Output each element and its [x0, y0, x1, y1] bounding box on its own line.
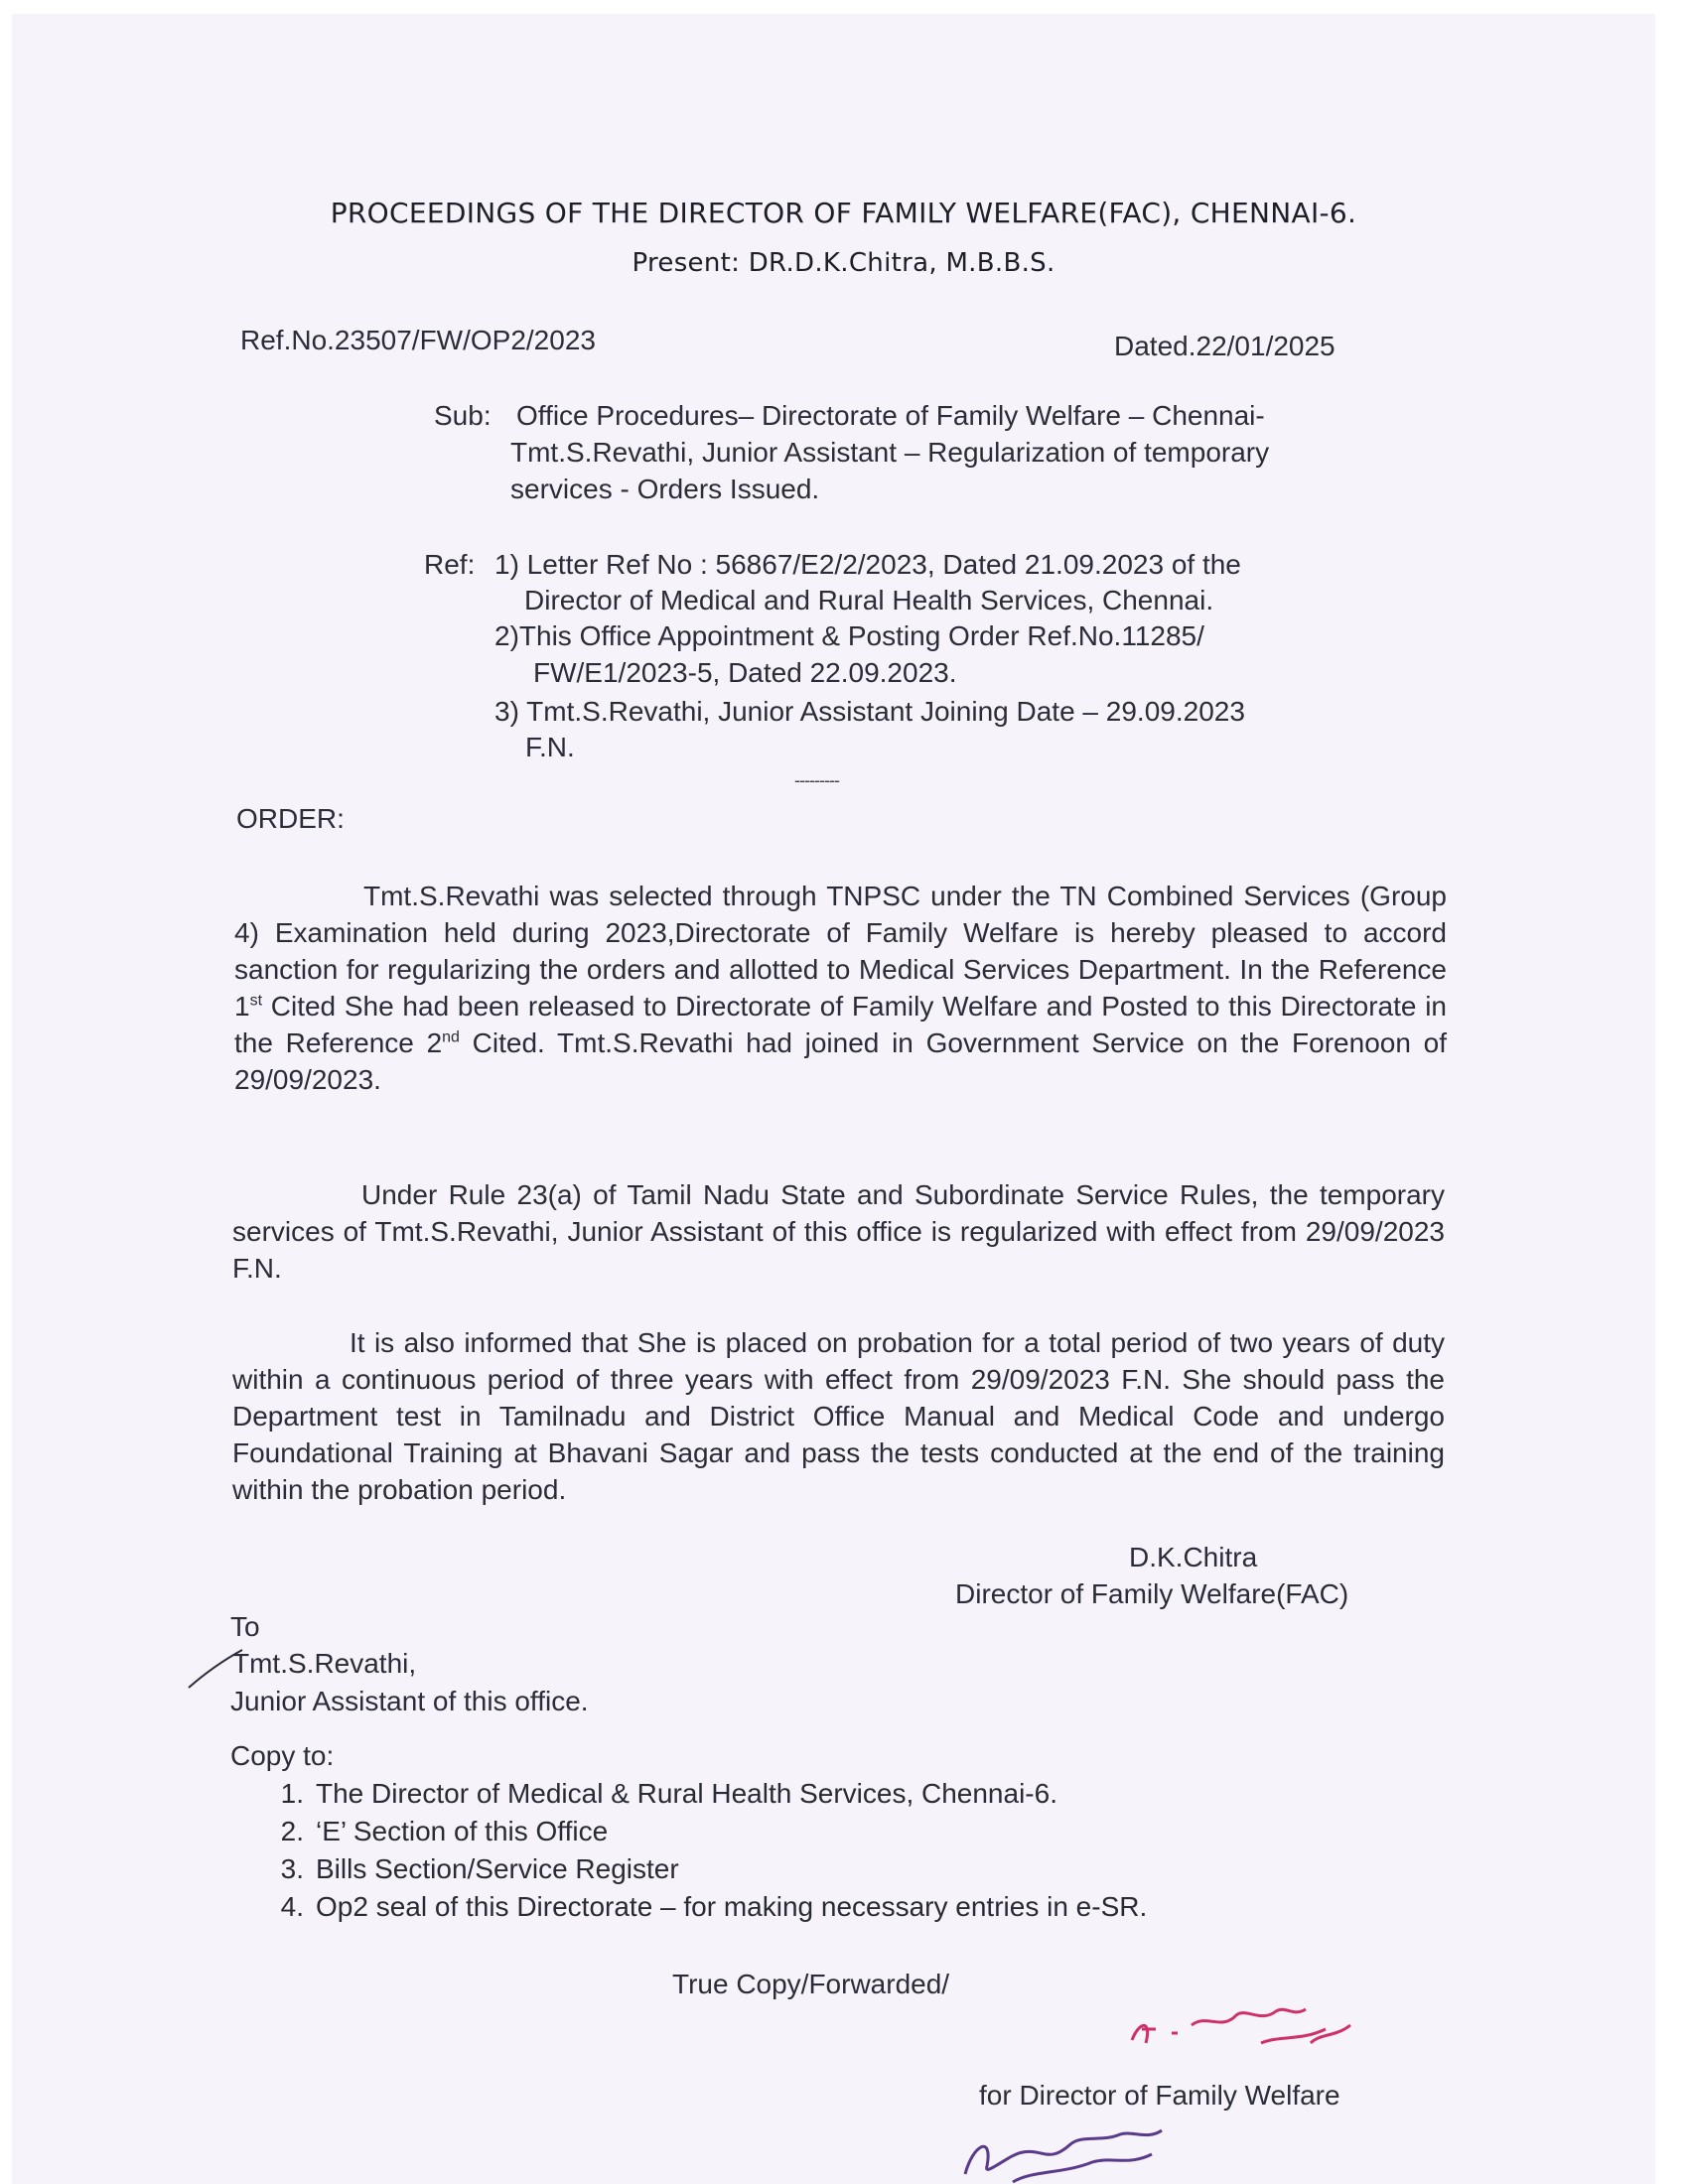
for-director-line: for Director of Family Welfare — [979, 2080, 1340, 2111]
copy-to-item: 4. Op2 seal of this Directorate – for making necessary entries in e-SR. — [280, 1891, 1148, 1922]
copy-to-label: Copy to: — [230, 1740, 335, 1771]
purple-signature-icon — [953, 2105, 1211, 2184]
addressee-designation: Junior Assistant of this office. — [230, 1686, 589, 1716]
subject-label: Sub: — [434, 400, 492, 431]
subject-line: Office Procedures– Directorate of Family Welfare – Chennai- — [516, 400, 1265, 431]
reference-item-2: 2)This Office Appointment & Posting Order Ref.No.11285/ — [494, 620, 1204, 651]
copy-to-list — [256, 1775, 1348, 1926]
order-paragraph-2: Under Rule 23(a) of Tamil Nadu State and Subordinate Service Rules, the temporary services of Tmt.S.Revathi, Junior Assistant of this office is regularized with effect from 29/09/2023 F.N. — [232, 1179, 1445, 1284]
reference-item-1-cont: Director of Medical and Rural Health Services, Chennai. — [524, 585, 1214, 615]
reference-item-3-cont: F.N. — [525, 732, 575, 762]
document-title: PROCEEDINGS OF THE DIRECTOR OF FAMILY WELFARE(FAC), CHENNAI-6. — [330, 197, 1357, 229]
references-label: Ref: — [424, 549, 476, 580]
reference-item-2-cont: FW/E1/2023-5, Dated 22.09.2023. — [533, 657, 957, 688]
copy-to-item: 1. The Director of Medical & Rural Health Services, Chennai-6. — [280, 1778, 1057, 1809]
separator: --------- — [794, 770, 839, 790]
present-line: Present: DR.D.K.Chitra, M.B.B.S. — [632, 248, 1055, 278]
to-label: To — [230, 1611, 260, 1642]
order-heading: ORDER: — [236, 803, 345, 834]
order-paragraph-3: It is also informed that She is placed on probation for a total period of two years of duty within a continuous period of three years with effect from 29/09/2023 F.N. She should pass the Department test in Tamilnadu and District Office Manual and Medical Code and undergo Foundational Training at Bhavani Sagar and pass the tests conducted at the end of the training within the probation period. — [232, 1327, 1445, 1505]
subject-line: services - Orders Issued. — [510, 474, 820, 504]
subject-line: Tmt.S.Revathi, Junior Assistant – Regularization of temporary — [510, 437, 1270, 468]
signatory-name: D.K.Chitra — [1129, 1542, 1258, 1572]
copy-to-item: 2. ‘E’ Section of this Office — [280, 1816, 609, 1846]
reference-number: Ref.No.23507/FW/OP2/2023 — [240, 325, 596, 355]
pink-signature-icon — [1112, 1985, 1390, 2065]
copy-to-item: 3. Bills Section/Service Register — [280, 1853, 679, 1884]
addressee-name: Tmt.S.Revathi, — [232, 1648, 417, 1679]
document-date: Dated.22/01/2025 — [1114, 331, 1336, 361]
signatory-designation: Director of Family Welfare(FAC) — [955, 1578, 1349, 1609]
reference-item-3: 3) Tmt.S.Revathi, Junior Assistant Joining Date – 29.09.2023 — [494, 696, 1245, 727]
subject-block — [510, 397, 1410, 507]
reference-item-1: 1) Letter Ref No : 56867/E2/2/2023, Dated 21.09.2023 of the — [494, 549, 1241, 580]
true-copy-line: True Copy/Forwarded/ — [672, 1969, 950, 1999]
order-paragraph-1: Tmt.S.Revathi was selected through TNPSC under the TN Combined Services (Group 4) Examination held during 2023,Directorate of Family Welfare is hereby pleased to accord sanction for regularizing the orders and allotted to Medical Services Department. In the Reference 1st Cited She had been released to Directorate of Family Welfare and Posted to this Directorate in the Reference 2nd Cited. Tmt.S.Revathi had joined in Government Service on the Forenoon of 29/09/2023. — [234, 881, 1447, 1095]
